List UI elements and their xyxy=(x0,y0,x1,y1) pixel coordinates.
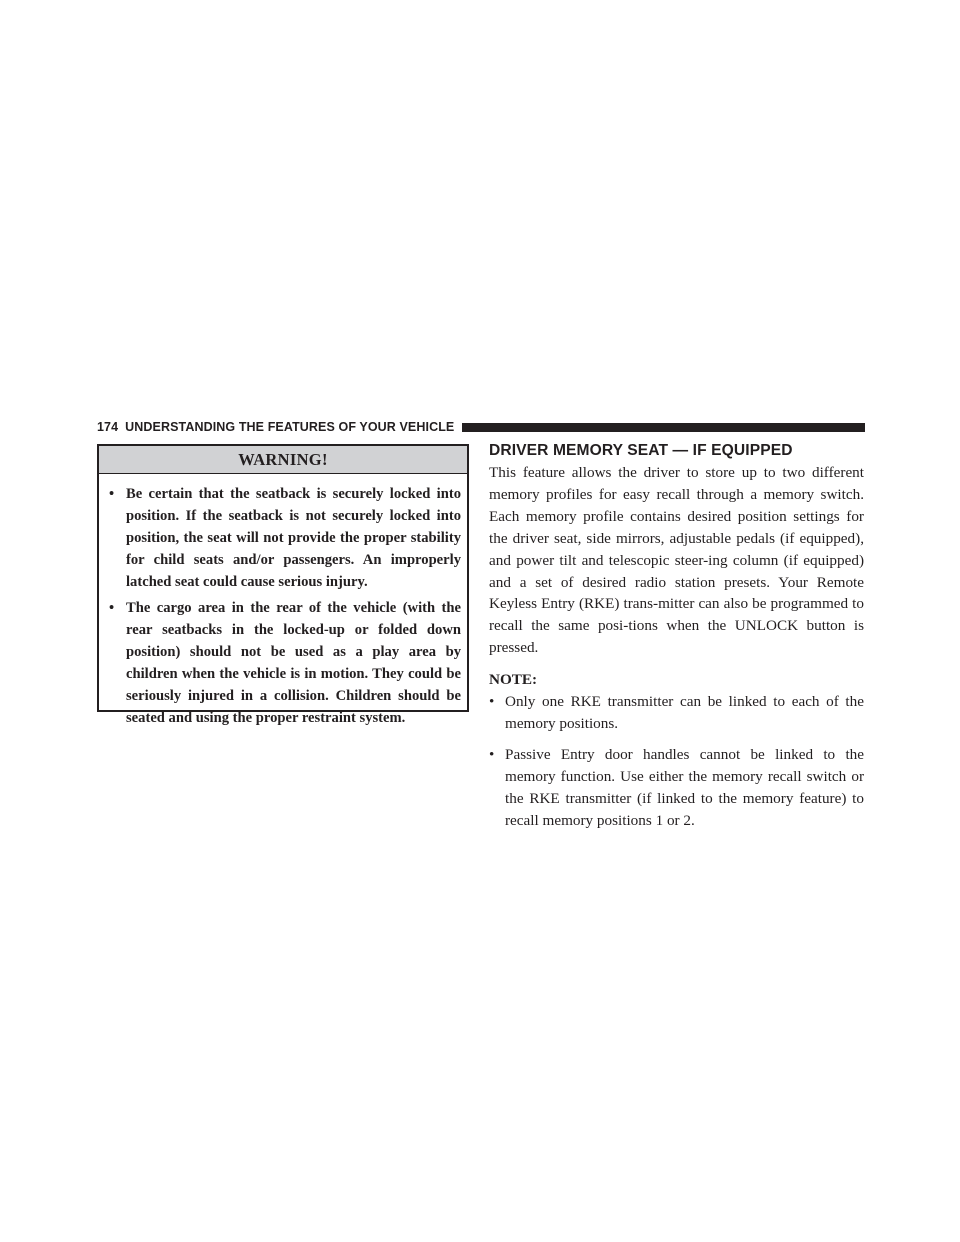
running-header xyxy=(97,418,865,436)
bullet-icon: • xyxy=(109,486,115,502)
warning-item xyxy=(109,597,461,729)
warning-item xyxy=(109,483,461,593)
page-number: 174 xyxy=(97,420,119,434)
bullet-icon: • xyxy=(489,745,495,763)
note-item-text: Passive Entry door handles cannot be linked to the memory function. Use either the memory recall switch or the RKE transmitter (if linked to the memory feature) to recall memory positions 1 or 2. xyxy=(505,745,864,829)
warning-box xyxy=(97,444,469,726)
note-item xyxy=(489,691,864,735)
note-list xyxy=(489,691,864,831)
warning-list xyxy=(99,474,467,729)
section-heading: DRIVER MEMORY SEAT — IF EQUIPPED xyxy=(489,442,793,459)
chapter-title: UNDERSTANDING THE FEATURES OF YOUR VEHICLE xyxy=(125,420,455,434)
warning-item-text: The cargo area in the rear of the vehicle (with the rear seatbacks in the locked-up or folded down position) should not be used as a play area by children when the vehicle is in motion. They could be seriously injured in a collision. Children should be seated and using the proper restraint system. xyxy=(126,600,461,726)
header-rule xyxy=(462,423,865,432)
bullet-icon: • xyxy=(489,693,495,711)
note-item xyxy=(489,744,864,832)
section-paragraph: This feature allows the driver to store up to two different memory profiles for easy recall through a memory switch. Each memory profile contains desired position settings for the driver seat, side mirrors, adjustable pedals (if equipped), and power tilt and telescopic steer-ing column (if equipped) and a set of desired radio station presets. Your Remote Keyless Entry (RKE) trans-mitter can also be programmed to recall the same posi-tions when the UNLOCK button is pressed. xyxy=(489,464,864,657)
bullet-icon: • xyxy=(109,600,115,616)
note-item-text: Only one RKE transmitter can be linked to each of the memory positions. xyxy=(505,693,864,733)
warning-title: WARNING! xyxy=(99,446,467,474)
note-label: NOTE: xyxy=(489,671,538,689)
warning-item-text: Be certain that the seatback is securely locked into position. If the seatback is not securely locked into position, the seat will not provide the proper stability for child seats and/or passengers. An improperly latched seat could cause serious injury. xyxy=(126,486,461,590)
memory-seat-section xyxy=(489,440,864,841)
